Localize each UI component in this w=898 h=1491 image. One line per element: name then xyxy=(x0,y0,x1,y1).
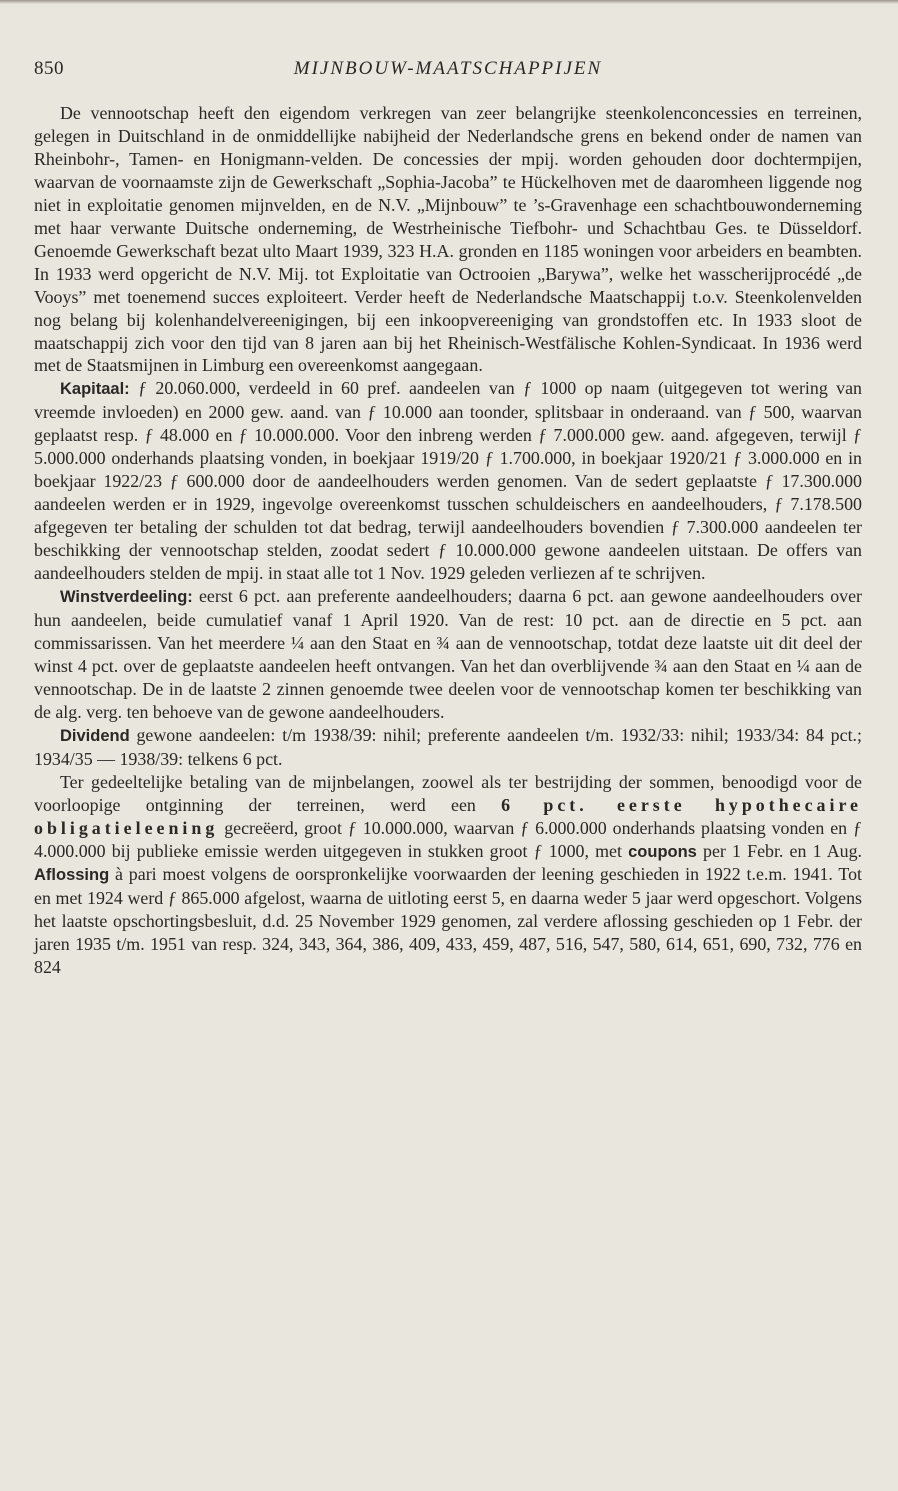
paragraph-dividend xyxy=(34,724,862,771)
page-header xyxy=(34,58,862,92)
leening-text-3: per 1 Febr. en 1 Aug. xyxy=(696,840,862,861)
leening-text-1: Ter gedeeltelijke betaling van de mijnbelangen, zoowel als ter bestrijding der sommen, benoodigd voor de voorloopige ontginning der terreinen, werd een xyxy=(34,771,862,815)
kapitaal-text: ƒ 20.060.000, verdeeld in 60 pref. aandeelen van ƒ 1000 op naam (uitgegeven tot wering van vreemde invloeden) en 2000 gew. aand. van ƒ 10.000 aan toonder, splitsbaar in onderaand. van ƒ 500, waarvan geplaatst resp. ƒ 48.000 en ƒ 10.000.000. Voor den inbreng werden ƒ 7.000.000 gew. aand. afgegeven, terwijl ƒ 5.000.000 onderhands plaatsing vonden, in boekjaar 1919/20 ƒ 1.700.000, in boekjaar 1920/21 ƒ 3.000.000 en in boekjaar 1922/23 ƒ 600.000 door de aandeelhouders werden genomen. Van de sedert geplaatste ƒ 17.300.000 aandeelen werden er in 1929, ingevolge overeenkomst tusschen schuldeischers en aandeelhouders, ƒ 7.178.500 afgegeven ter betaling der schulden tot dat bedrag, terwijl aandeelhouders bovendien ƒ 7.300.000 aandeelen ter beschikking der vennootschap stelden, zoodat sedert ƒ 10.000.000 gewone aandeelen uitstaan. De offers van aandeelhouders stelden de mpij. in staat alle tot 1 Nov. 1929 geleden verliezen af te schrijven. xyxy=(34,378,862,584)
dividend-text: gewone aandeelen: t/m 1938/39: nihil; preferente aandeelen t/m. 1932/33: nihil; 1933/34: 84 pct.; 1934/35 — 1938/39: telkens 6 pct. xyxy=(34,724,862,769)
page-edge-shadow xyxy=(0,0,898,4)
leening-text-2: gecreëerd, groot ƒ 10.000.000, waarvan ƒ 6.000.000 onderhands plaatsing vonden en ƒ 4.000.000 bij publieke emissie werden uitgegeven in stukken groot ƒ 1000, met xyxy=(34,817,862,861)
dividend-label: Dividend xyxy=(60,726,130,745)
running-title: MIJNBOUW-MAATSCHAPPIJEN xyxy=(293,58,603,79)
paragraph-leening xyxy=(34,771,862,980)
leening-text-4: à pari moest volgens de oorspronkelijke voorwaarden der leening geschieden in 1922 t.e.m. 1941. Tot en met 1924 werd ƒ 865.000 afgelost, waarna de uitloting eerst 5, en daarna weder 5 jaar werd opgeschort. Volgens het laatste opschortingsbesluit, d.d. 25 November 1929 genomen, zal verdere aflossing geschieden op 1 Febr. der jaren 1935 t/m. 1951 van resp. 324, 343, 364, 386, 409, 433, 459, 487, 516, 547, 580, 614, 651, 690, 732, 776 en 824 xyxy=(34,864,862,978)
aflossing-term: Aflossing xyxy=(34,866,110,885)
coupons-term: coupons xyxy=(628,842,697,861)
paragraph-intro: De vennootschap heeft den eigendom verkregen van zeer belangrijke steenkolenconcessies en terreinen, gelegen in Duitschland in de onmiddellijke nabijheid der Nederlandsche grens en bekend onder de namen van Rheinbohr-, Tamen- en Honigmann-velden. De concessies der mpij. worden gehouden door dochtermpijen, waarvan de voornaamste zijn de Gewerkschaft „Sophia-Jacoba” te Hückelhoven met de daaromheen liggende nog niet in exploitatie genomen mijnvelden, en de N.V. „Mijnbouw” te ’s-Gravenhage een schachtbouwonderneming met haar verwante Duitsche onderneming, de Westrheinische Tiefbohr- und Schachtbau Ges. te Düsseldorf. Genoemde Gewerkschaft bezat ulto Maart 1939, 323 H.A. gronden en 1185 woningen voor arbeiders en beambten. In 1933 werd opgericht de N.V. Mij. tot Exploitatie van Octrooien „Barywa”, welke het wasscherijprocédé „de Vooys” met toenemend succes exploiteert. Verder heeft de Nederlandsche Maatschappij t.o.v. Steenkolenvelden nog belang bij kolenhandelvereenigingen, bij een inkoopvereeniging van grondstoffen etc. In 1933 sloot de maatschappij zich voor den tijd van 8 jaren aan bij het Rheinisch-Westfälische Kohlen-Syndicaat. In 1936 werd met de Staatsmijnen in Limburg een overeenkomst aangegaan. xyxy=(34,103,862,376)
winstverdeeling-label: Winstverdeeling: xyxy=(60,588,193,607)
paragraph-kapitaal xyxy=(34,377,862,585)
paragraph-winstverdeeling xyxy=(34,585,862,724)
page-number: 850 xyxy=(34,58,64,79)
leening-title: 6 pct. eerste hypothecaire obligatieleening xyxy=(34,794,862,838)
winstverdeeling-text: eerst 6 pct. aan preferente aandeelhouders; daarna 6 pct. aan gewone aandeelhouders over hun aandeelen, beide cumulatief vanaf 1 April 1920. Van de rest: 10 pct. aan de directie en 5 pct. aan commissarissen. Van het meerdere ¼ aan den Staat en ¾ aan de vennootschap, totdat deze laatste uit dit deel der winst 4 pct. over de geplaatste aandeelen heeft ontvangen. Van het dan overblijvende ¾ aan den Staat en ¼ aan de vennootschap. De in de laatste 2 zinnen genoemde twee deelen voor de vennootschap komen ter beschikking van de alg. verg. ten behoeve van de gewone aandeelhouders. xyxy=(34,586,862,722)
body-text xyxy=(34,102,862,979)
kapitaal-label: Kapitaal: xyxy=(60,380,130,399)
